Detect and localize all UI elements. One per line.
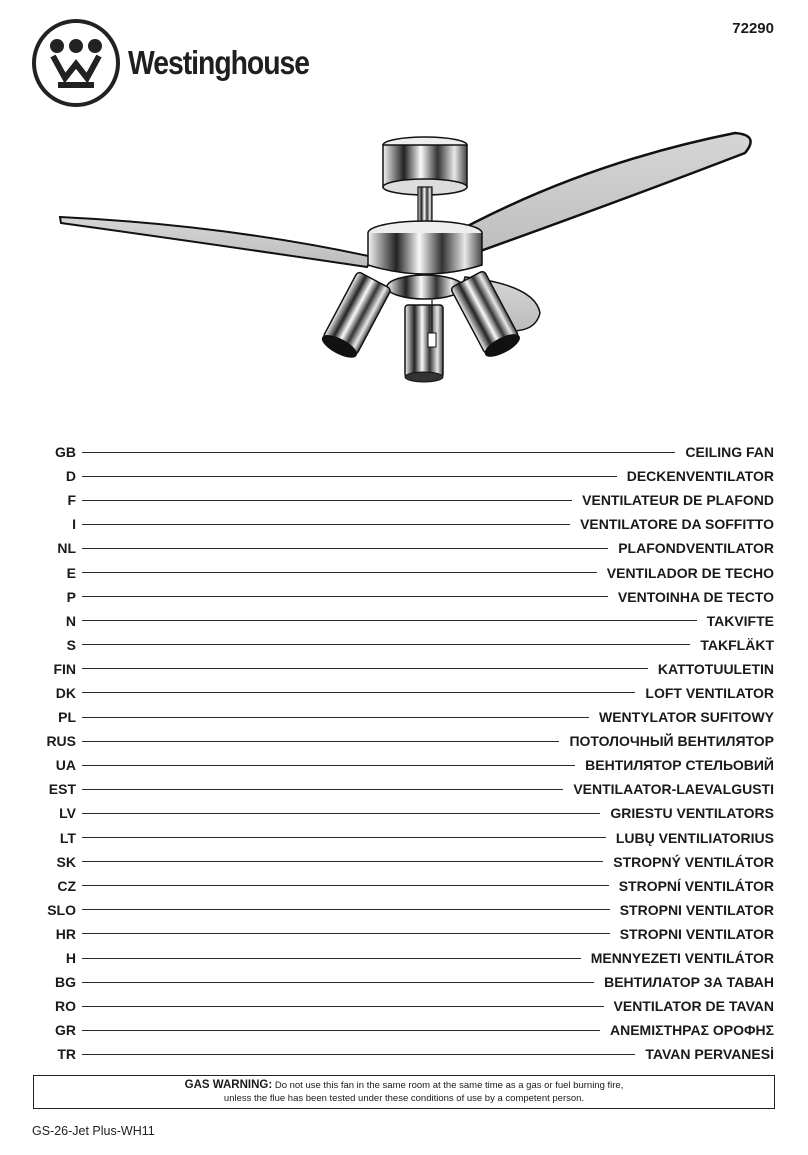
leader-line [82, 861, 603, 862]
language-row [32, 777, 774, 801]
leader-line [82, 1006, 604, 1007]
language-row [32, 970, 774, 994]
language-code: F [67, 492, 76, 509]
leader-line [82, 982, 594, 983]
language-row [32, 994, 774, 1018]
ceiling-fan-illustration [55, 125, 755, 390]
product-name: TAKVIFTE [706, 612, 774, 629]
model-number: 72290 [732, 20, 774, 37]
product-name: VENTILATEUR DE PLAFOND [582, 492, 774, 509]
language-code: BG [55, 974, 76, 991]
product-name: ΑΝΕΜΙΣΤΗΡΑΣ ΟΡΟΦΗΣ [610, 1022, 774, 1039]
leader-line [82, 958, 581, 959]
brand-name: Westinghouse [128, 44, 310, 81]
leader-line [82, 885, 609, 886]
language-row [32, 1018, 774, 1042]
language-row [32, 850, 774, 874]
language-code: P [66, 588, 76, 605]
language-row [32, 560, 774, 584]
product-name: GRIESTU VENTILATORS [610, 805, 774, 822]
language-row [32, 464, 774, 488]
leader-line [82, 933, 610, 934]
language-code: DK [55, 684, 76, 701]
product-name: LUBŲ VENTILIATORIUS [615, 829, 774, 846]
document-code: GS-26-Jet Plus-WH11 [32, 1124, 155, 1138]
leader-line [82, 596, 608, 597]
language-row [32, 681, 774, 705]
language-code: FIN [53, 660, 76, 677]
language-row [32, 826, 774, 850]
language-code: H [65, 950, 76, 967]
language-code: RO [55, 998, 76, 1015]
product-name: VENTILATOR DE TAVAN [613, 998, 774, 1015]
language-row [32, 705, 774, 729]
leader-line [82, 692, 635, 693]
leader-line [82, 765, 575, 766]
language-row [32, 585, 774, 609]
leader-line [82, 813, 600, 814]
language-code: RUS [46, 733, 76, 750]
language-code: CZ [57, 877, 76, 894]
leader-line [82, 644, 690, 645]
language-code: HR [55, 925, 76, 942]
gas-warning-label: GAS WARNING: [184, 1079, 273, 1091]
product-name: VENTOINHA DE TECTO [617, 588, 774, 605]
product-name: PLAFONDVENTILATOR [618, 540, 774, 557]
gas-warning-line1: Do not use this fan in the same room at the same time as a gas or fuel burning fire, [274, 1080, 624, 1091]
language-code: UA [55, 757, 76, 774]
leader-line [82, 1030, 600, 1031]
language-row [32, 440, 774, 464]
gas-warning-line2: unless the flue has been tested under these conditions of use by a competent person. [223, 1093, 585, 1104]
product-name: KATTOTUULETIN [657, 660, 774, 677]
leader-line [82, 572, 597, 573]
leader-line [82, 476, 617, 477]
product-name: VENTILADOR DE TECHO [606, 564, 774, 581]
leader-line [82, 620, 697, 621]
leader-line [82, 837, 606, 838]
product-name: STROPNI VENTILATOR [619, 901, 774, 918]
westinghouse-logo [31, 18, 121, 108]
leader-line [82, 1054, 635, 1055]
product-name: LOFT VENTILATOR [645, 684, 774, 701]
language-row [32, 874, 774, 898]
leader-line [82, 452, 675, 453]
product-name: VENTILAATOR-LAEVALGUSTI [573, 781, 774, 798]
gas-warning-box [33, 1075, 775, 1109]
language-row [32, 898, 774, 922]
leader-line [82, 668, 648, 669]
leader-line [82, 741, 559, 742]
leader-line [82, 524, 570, 525]
language-code: S [66, 636, 76, 653]
language-code: I [72, 516, 76, 533]
language-row [32, 729, 774, 753]
product-name: TAVAN PERVANESİ [645, 1046, 774, 1063]
language-code: NL [57, 540, 76, 557]
product-name: ВЕНТИЛЯТОР СТЕЛЬОВИЙ [585, 757, 774, 774]
language-code: E [66, 564, 76, 581]
product-name: STROPNI VENTILATOR [619, 925, 774, 942]
language-row [32, 488, 774, 512]
language-code: SK [56, 853, 76, 870]
product-name: WENTYLATOR SUFITOWY [599, 709, 774, 726]
product-name: STROPNÍ VENTILÁTOR [618, 877, 774, 894]
language-row [32, 609, 774, 633]
language-list [32, 440, 774, 1066]
language-code: EST [48, 781, 76, 798]
language-row [32, 1042, 774, 1066]
language-code: SLO [47, 901, 76, 918]
language-code: LT [59, 829, 76, 846]
language-row [32, 512, 774, 536]
product-name: VENTILATORE DA SOFFITTO [580, 516, 774, 533]
product-name: ПОТОЛОЧНЫЙ ВЕНТИЛЯТОР [569, 733, 774, 750]
language-row [32, 801, 774, 825]
leader-line [82, 500, 572, 501]
product-name: STROPNÝ VENTILÁTOR [613, 853, 774, 870]
language-row [32, 946, 774, 970]
language-code: GR [55, 1022, 76, 1039]
leader-line [82, 789, 563, 790]
product-name: MENNYEZETI VENTILÁTOR [590, 950, 774, 967]
language-row [32, 536, 774, 560]
leader-line [82, 909, 610, 910]
language-row [32, 633, 774, 657]
language-code: LV [59, 805, 76, 822]
product-name: DECKENVENTILATOR [626, 468, 774, 485]
language-row [32, 657, 774, 681]
product-name: TAKFLÄKT [700, 636, 774, 653]
language-code: PL [58, 709, 76, 726]
language-row [32, 922, 774, 946]
product-name: ВЕНТИЛАТОР ЗА ТАВАН [604, 974, 774, 991]
language-code: GB [55, 444, 76, 461]
language-row [32, 753, 774, 777]
language-code: TR [57, 1046, 76, 1063]
leader-line [82, 548, 608, 549]
product-name: CEILING FAN [685, 444, 774, 461]
leader-line [82, 717, 589, 718]
language-code: N [65, 612, 76, 629]
language-code: D [65, 468, 76, 485]
